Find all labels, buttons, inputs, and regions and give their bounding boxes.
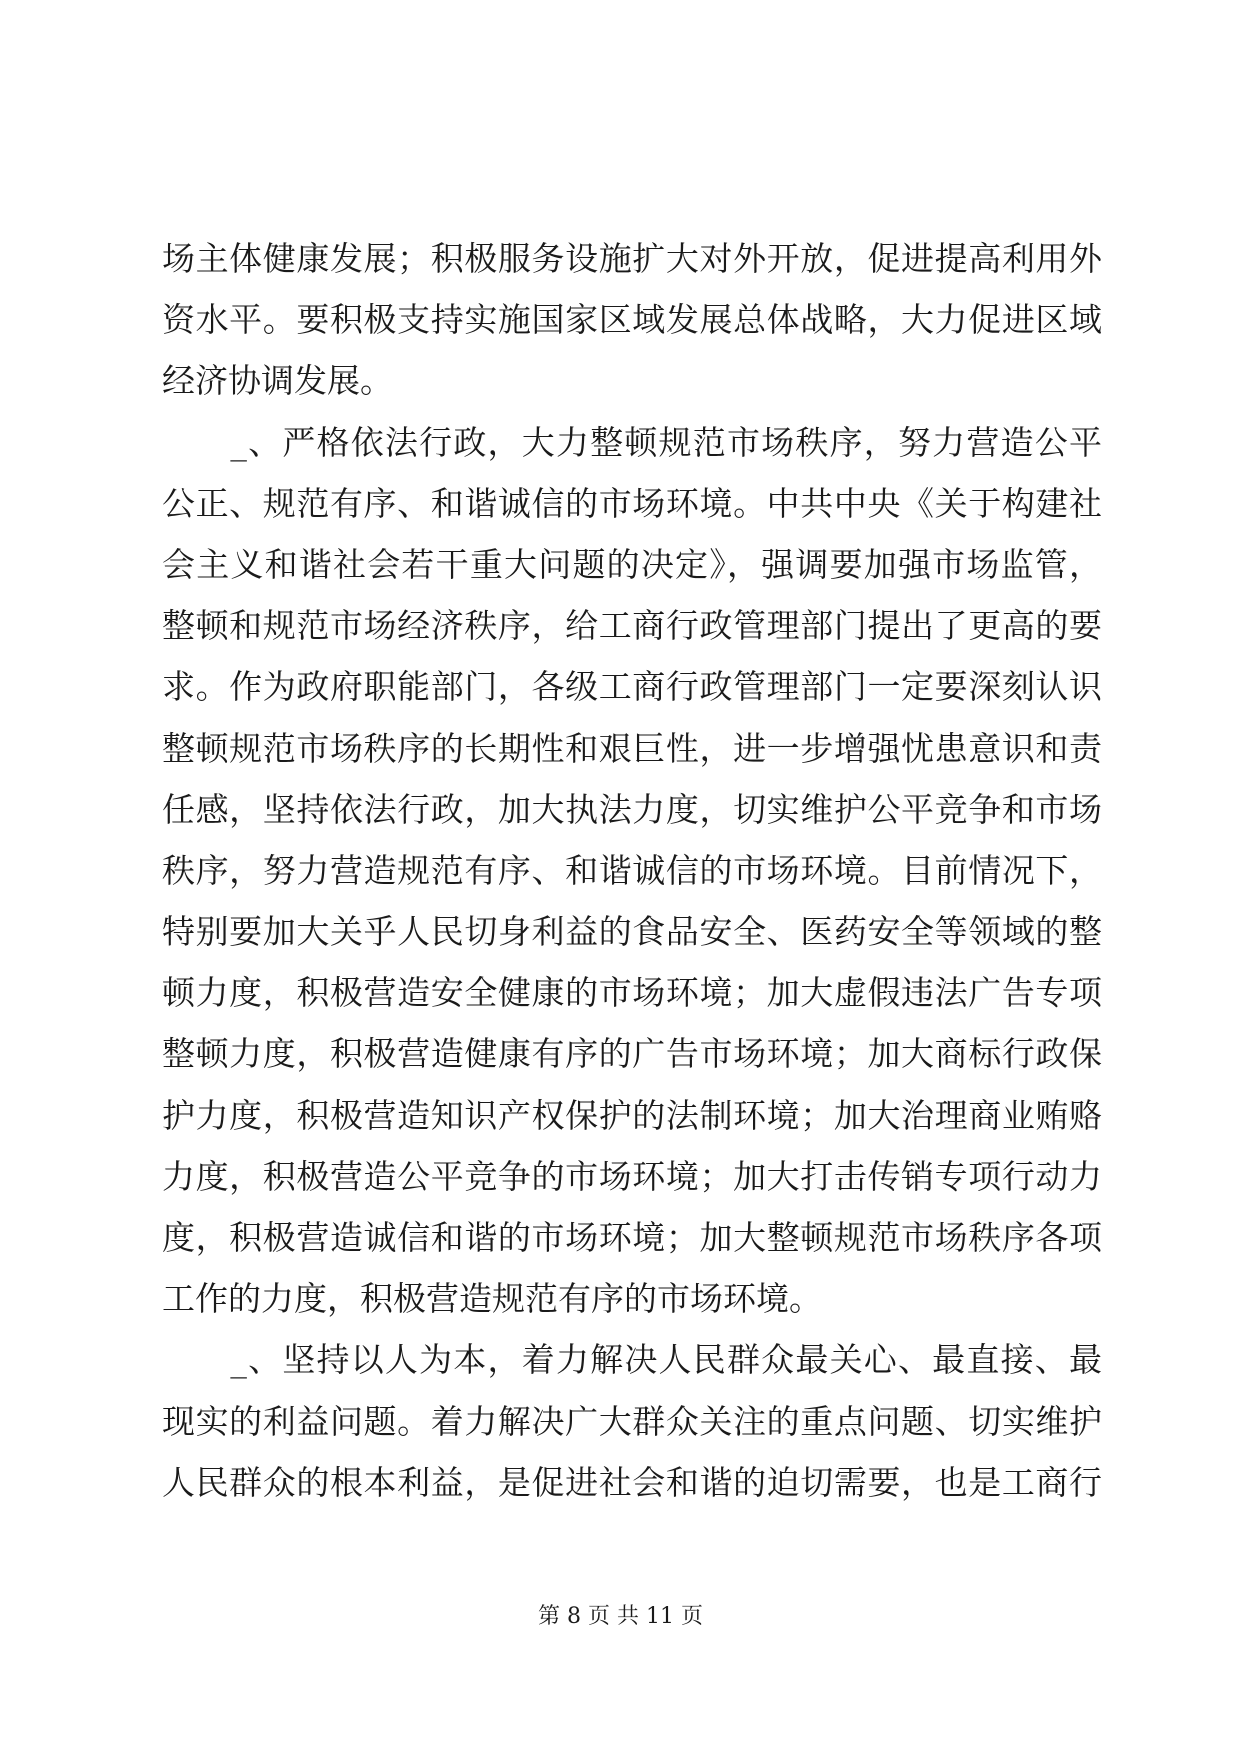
page-footer [0, 1602, 1241, 1632]
page-number: 第 8 页 共 11 页 [538, 1604, 703, 1629]
text-line: 工作的力度，积极营造规范有序的市场环境。 [162, 1279, 822, 1319]
text-line: 求。作为政府职能部门，各级工商行政管理部门一定要深刻认识 [162, 667, 1102, 707]
text-line: 场主体健康发展；积极服务设施扩大对外开放，促进提高利用外 [162, 239, 1102, 278]
text-line: _、坚持以人为本，着力解决人民群众最关心、最直接、最 [162, 1340, 1102, 1380]
text-line: 度，积极营造诚信和谐的市场环境；加大整顿规范市场秩序各项 [162, 1218, 1102, 1257]
text-line: 经济协调发展。 [162, 361, 393, 401]
text-line: 整顿规范市场秩序的长期性和艰巨性，进一步增强忧患意识和责 [162, 728, 1102, 768]
text-line: 资水平。要积极支持实施国家区域发展总体战略，大力促进区域 [162, 300, 1102, 340]
text-line: 秩序，努力营造规范有序、和谐诚信的市场环境。目前情况下， [162, 850, 1102, 890]
text-line: 整顿力度，积极营造健康有序的广告市场环境；加大商标行政保 [162, 1034, 1102, 1074]
text-line: 特别要加大关乎人民切身利益的食品安全、医药安全等领域的整 [162, 912, 1102, 952]
text-line: 现实的利益问题。着力解决广大群众关注的重点问题、切实维护 [162, 1401, 1102, 1441]
text-line: 会主义和谐社会若干重大问题的决定》，强调要加强市场监管， [162, 544, 1102, 584]
text-line: 公正、规范有序、和谐诚信的市场环境。中共中央《关于构建社 [162, 483, 1102, 523]
text-line: 人民群众的根本利益，是促进社会和谐的迫切需要，也是工商行 [162, 1462, 1102, 1502]
text-line: _、严格依法行政，大力整顿规范市场秩序，努力营造公平 [162, 422, 1102, 462]
text-line: 任感，坚持依法行政，加大执法力度，切实维护公平竞争和市场 [162, 789, 1102, 829]
text-line: 整顿和规范市场经济秩序，给工商行政管理部门提出了更高的要 [162, 606, 1102, 646]
text-line: 护力度，积极营造知识产权保护的法制环境；加大治理商业贿赂 [162, 1095, 1102, 1135]
text-line: 顿力度，积极营造安全健康的市场环境；加大虚假违法广告专项 [162, 973, 1102, 1013]
text-line: 力度，积极营造公平竞争的市场环境；加大打击传销专项行动力 [162, 1156, 1102, 1196]
body-text [162, 228, 1102, 1513]
